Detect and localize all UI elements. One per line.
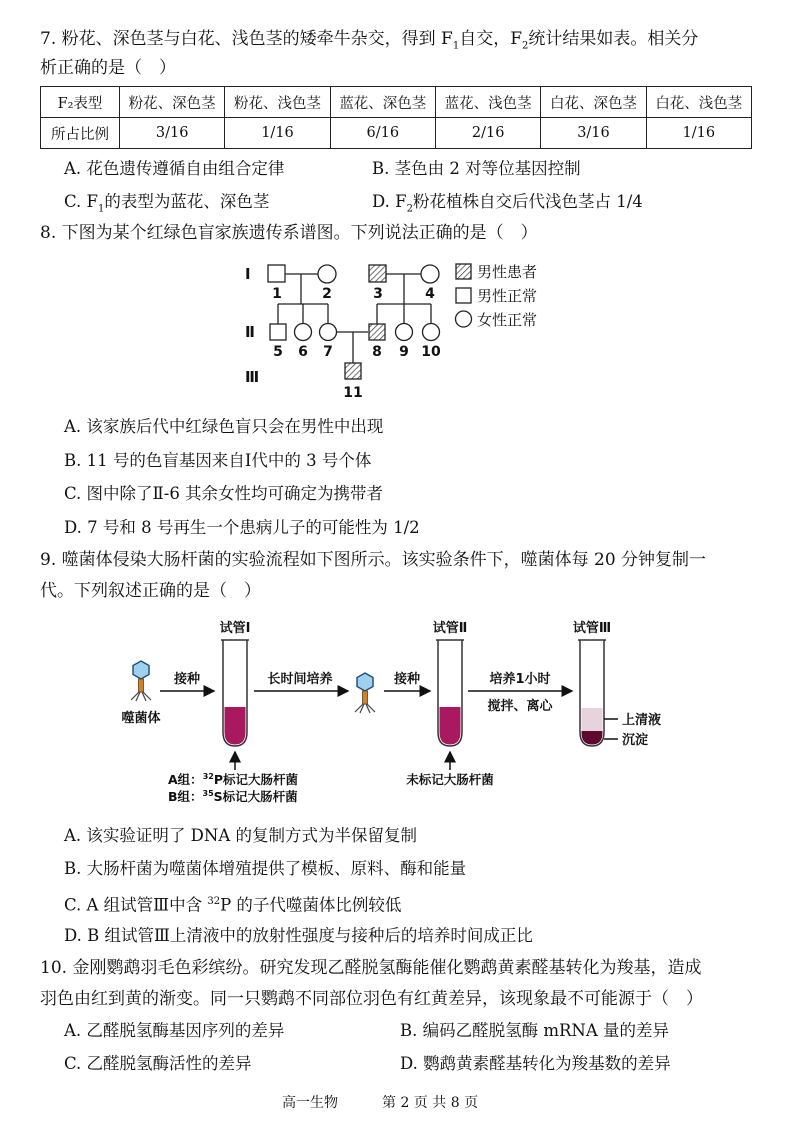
arrow-label-inoculate-2: 接种 bbox=[393, 672, 421, 687]
test-tube-3 bbox=[578, 640, 606, 746]
arrow-label-culture-1h: 培养1小时 bbox=[489, 672, 551, 687]
table-cell: 3/16 bbox=[541, 118, 646, 149]
sediment-label: 沉淀 bbox=[622, 733, 649, 748]
q8-option-c[interactable]: C. 图中除了Ⅱ-6 其余女性均可确定为携带者 bbox=[64, 484, 384, 503]
table-cell: 1/16 bbox=[225, 118, 330, 149]
group-b-label: B组：$^{35}$S标记大肠杆菌 bbox=[168, 789, 298, 804]
table-cell: 6/16 bbox=[330, 118, 435, 149]
individual-number: 11 bbox=[343, 385, 363, 401]
tube-3-label: 试管Ⅲ bbox=[572, 621, 612, 636]
individual-6-normal-female bbox=[295, 324, 312, 341]
q8-option-a[interactable]: A. 该家族后代中红绿色盲只会在男性中出现 bbox=[64, 417, 384, 436]
table-header: 蓝花、浅色茎 bbox=[435, 87, 540, 118]
table-row-label: 所占比例 bbox=[41, 118, 120, 149]
q10-option-c[interactable]: C. 乙醛脱氢酶活性的差异 bbox=[64, 1054, 252, 1073]
individual-9-normal-female bbox=[396, 324, 413, 341]
legend-normal-male-symbol bbox=[456, 288, 471, 303]
individual-2-normal-female bbox=[318, 265, 336, 283]
q7-stem-line2: 析正确的是（ ） bbox=[40, 58, 176, 78]
group-a-label: A组：$^{32}$P标记大肠杆菌 bbox=[168, 772, 298, 787]
individual-5-normal-male bbox=[270, 324, 286, 340]
table-row bbox=[41, 118, 752, 149]
generation-label-1: Ⅰ bbox=[245, 265, 251, 283]
q10-option-d[interactable]: D. 鹦鹉黄素醛基转化为羧基数的差异 bbox=[400, 1054, 671, 1073]
individual-number: 1 bbox=[272, 286, 282, 302]
table-header: 蓝花、深色茎 bbox=[330, 87, 435, 118]
arrow-label-stir-centrifuge: 搅拌、离心 bbox=[487, 699, 553, 714]
generation-label-2: Ⅱ bbox=[245, 323, 255, 341]
legend-normal-female-symbol bbox=[456, 311, 472, 327]
footer-page-number: 第 2 页 共 8 页 bbox=[382, 1095, 479, 1111]
phage-experiment-diagram bbox=[110, 612, 710, 812]
q9-stem-line1: 9. 噬菌体侵染大肠杆菌的实验流程如下图所示。该实验条件下，噬菌体每 20 分钟复制一 bbox=[40, 550, 707, 570]
q8-stem: 8. 下图为某个红绿色盲家族遗传系谱图。下列说法正确的是（ ） bbox=[40, 223, 538, 243]
table-header: 粉花、深色茎 bbox=[120, 87, 225, 118]
q8-option-b[interactable]: B. 11 号的色盲基因来自Ⅰ代中的 3 号个体 bbox=[64, 451, 372, 470]
table-cell: 2/16 bbox=[435, 118, 540, 149]
q9-option-a[interactable]: A. 该实验证明了 DNA 的复制方式为半保留复制 bbox=[64, 826, 417, 845]
table-header: 白花、浅色茎 bbox=[646, 87, 751, 118]
q7-option-c[interactable]: C. $F_1$的表型为蓝花、深色茎 bbox=[64, 192, 270, 215]
arrow-label-inoculate-1: 接种 bbox=[173, 672, 201, 687]
test-tube-1 bbox=[221, 640, 249, 746]
q10-option-b[interactable]: B. 编码乙醛脱氢酶 mRNA 量的差异 bbox=[400, 1021, 670, 1040]
unlabeled-ecoli-label: 未标记大肠杆菌 bbox=[406, 772, 494, 787]
q10-stem-line2: 羽色由红到黄的渐变。同一只鹦鹉不同部位羽色有红黄差异，该现象最不可能源于（ ） bbox=[40, 989, 703, 1009]
arrow-label-long-culture: 长时间培养 bbox=[267, 672, 333, 687]
individual-number: 6 bbox=[298, 344, 308, 360]
individual-number: 7 bbox=[323, 344, 333, 360]
q10-stem-line1: 10. 金刚鹦鹉羽毛色彩缤纷。研究发现乙醛脱氢酶能催化鹦鹉黄素醛基转化为羧基，造成 bbox=[40, 958, 702, 978]
q9-option-d[interactable]: D. B 组试管Ⅲ上清液中的放射性强度与接种后的培养时间成正比 bbox=[64, 926, 533, 945]
q7-stem-line1: 7. 粉花、深色茎与白花、浅色茎的矮牵牛杂交，得到 $F_1$自交，$F_2$统计结果如表。相关分 bbox=[40, 29, 699, 52]
q9-option-b[interactable]: B. 大肠杆菌为噬菌体增殖提供了模板、原料、酶和能量 bbox=[64, 859, 467, 878]
phage-icon bbox=[355, 673, 375, 713]
legend-affected-male: 男性患者 bbox=[477, 263, 538, 281]
test-tube-2 bbox=[436, 640, 464, 746]
legend-normal-male: 男性正常 bbox=[477, 287, 538, 305]
individual-number: 3 bbox=[373, 286, 383, 302]
legend-affected-male-symbol bbox=[456, 264, 471, 279]
q9-option-c[interactable]: C. A 组试管Ⅲ中含 $^{32}$P 的子代噬菌体比例较低 bbox=[64, 895, 402, 915]
individual-number: 4 bbox=[425, 286, 435, 302]
individual-11-affected-male bbox=[345, 363, 361, 379]
table-header: 粉花、浅色茎 bbox=[225, 87, 330, 118]
individual-number: 8 bbox=[372, 344, 382, 360]
individual-7-normal-female bbox=[320, 324, 337, 341]
q7-option-d[interactable]: D. $F_2$粉花植株自交后代浅色茎占 1/4 bbox=[372, 192, 643, 215]
table-header-label: F₂表型 bbox=[41, 87, 120, 118]
q7-option-b[interactable]: B. 茎色由 2 对等位基因控制 bbox=[372, 159, 581, 178]
supernatant-label: 上清液 bbox=[622, 713, 662, 728]
pedigree-chart bbox=[240, 258, 570, 403]
legend-normal-female: 女性正常 bbox=[477, 311, 538, 329]
individual-number: 5 bbox=[273, 344, 283, 360]
individual-number: 10 bbox=[421, 344, 441, 360]
individual-number: 9 bbox=[399, 344, 409, 360]
table-header: 白花、深色茎 bbox=[541, 87, 646, 118]
table-cell: 3/16 bbox=[120, 118, 225, 149]
individual-3-affected-male bbox=[369, 265, 386, 282]
tube-2-label: 试管Ⅱ bbox=[432, 621, 468, 636]
q7-results-table bbox=[40, 86, 752, 149]
q9-stem-line2: 代。下列叙述正确的是（ ） bbox=[40, 581, 261, 601]
individual-4-normal-female bbox=[421, 265, 439, 283]
table-cell: 1/16 bbox=[646, 118, 751, 149]
individual-8-affected-male bbox=[369, 324, 385, 340]
individual-1-normal-male bbox=[268, 265, 285, 282]
phage-icon bbox=[131, 661, 151, 701]
individual-number: 2 bbox=[322, 286, 332, 302]
q10-option-a[interactable]: A. 乙醛脱氢酶基因序列的差异 bbox=[64, 1021, 285, 1040]
generation-label-3: Ⅲ bbox=[245, 368, 260, 386]
q8-option-d[interactable]: D. 7 号和 8 号再生一个患病儿子的可能性为 1/2 bbox=[64, 518, 420, 537]
footer-subject: 高一生物 bbox=[282, 1095, 338, 1111]
individual-10-normal-female bbox=[423, 324, 440, 341]
table-row bbox=[41, 87, 752, 118]
phage-label: 噬菌体 bbox=[121, 711, 161, 726]
q7-option-a[interactable]: A. 花色遗传遵循自由组合定律 bbox=[64, 159, 285, 178]
tube-1-label: 试管Ⅰ bbox=[219, 621, 251, 636]
